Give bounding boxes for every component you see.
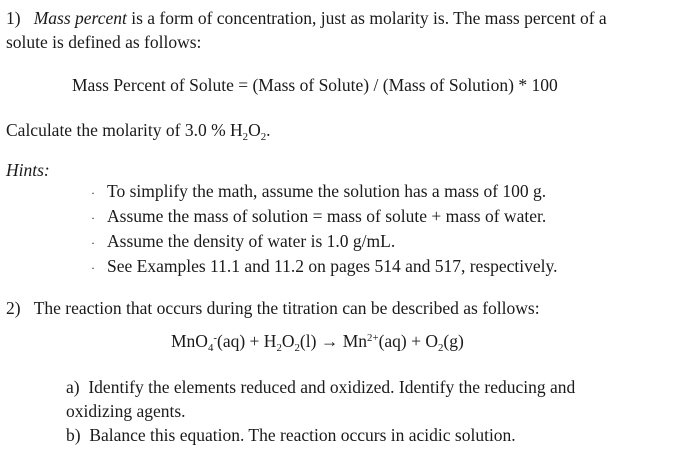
- hint-item: See Examples 11.1 and 11.2 on pages 514 and 517, respectively.: [107, 256, 558, 276]
- q2-part-a-label: a): [66, 377, 80, 397]
- hint-item: Assume the density of water is 1.0 g/mL.: [107, 231, 396, 251]
- hint-item: To simplify the math, assume the solution has a mass of 100 g.: [107, 181, 547, 201]
- hint-bullet: ·: [91, 236, 95, 250]
- q2-part-b-label: b): [66, 425, 81, 445]
- q1-intro-line2: solute is defined as follows:: [6, 32, 202, 52]
- q1-hints-label: Hints:: [6, 160, 50, 180]
- q1-question: Calculate the molarity of 3.0 % $H_2O_2$.: [6, 120, 271, 143]
- hint-item: Assume the mass of solution = mass of solute + mass of water.: [107, 206, 547, 226]
- q2-part-a-line2: oxidizing agents.: [66, 401, 186, 421]
- q1-intro-line1: [6, 8, 607, 29]
- q1-intro-rest: is a form of concentration, just as molarity is. The mass percent of a: [126, 8, 607, 28]
- hint-bullet: ·: [91, 211, 95, 225]
- q2-part-b: b) Balance this equation. The reaction occurs in acidic solution.: [66, 425, 516, 445]
- q2-number: 2): [6, 298, 21, 318]
- q2-equation: $MnO_4^-(aq) + H_2O_2(l) \to Mn^{2+}(aq) + O_2(g)$: [171, 331, 464, 354]
- q1-term: Mass percent: [33, 8, 127, 28]
- hint-bullet: ·: [91, 261, 95, 275]
- q2-intro: 2) The reaction that occurs during the titration can be described as follows:: [6, 298, 540, 318]
- q1-formula: Mass Percent of Solute = (Mass of Solute) / (Mass of Solution) * 100: [72, 75, 558, 95]
- reaction-arrow: →: [320, 331, 339, 351]
- q1-number: 1): [6, 8, 21, 28]
- hint-bullet: ·: [91, 186, 95, 200]
- q2-part-a-line1: a) Identify the elements reduced and oxidized. Identify the reducing and: [66, 377, 576, 397]
